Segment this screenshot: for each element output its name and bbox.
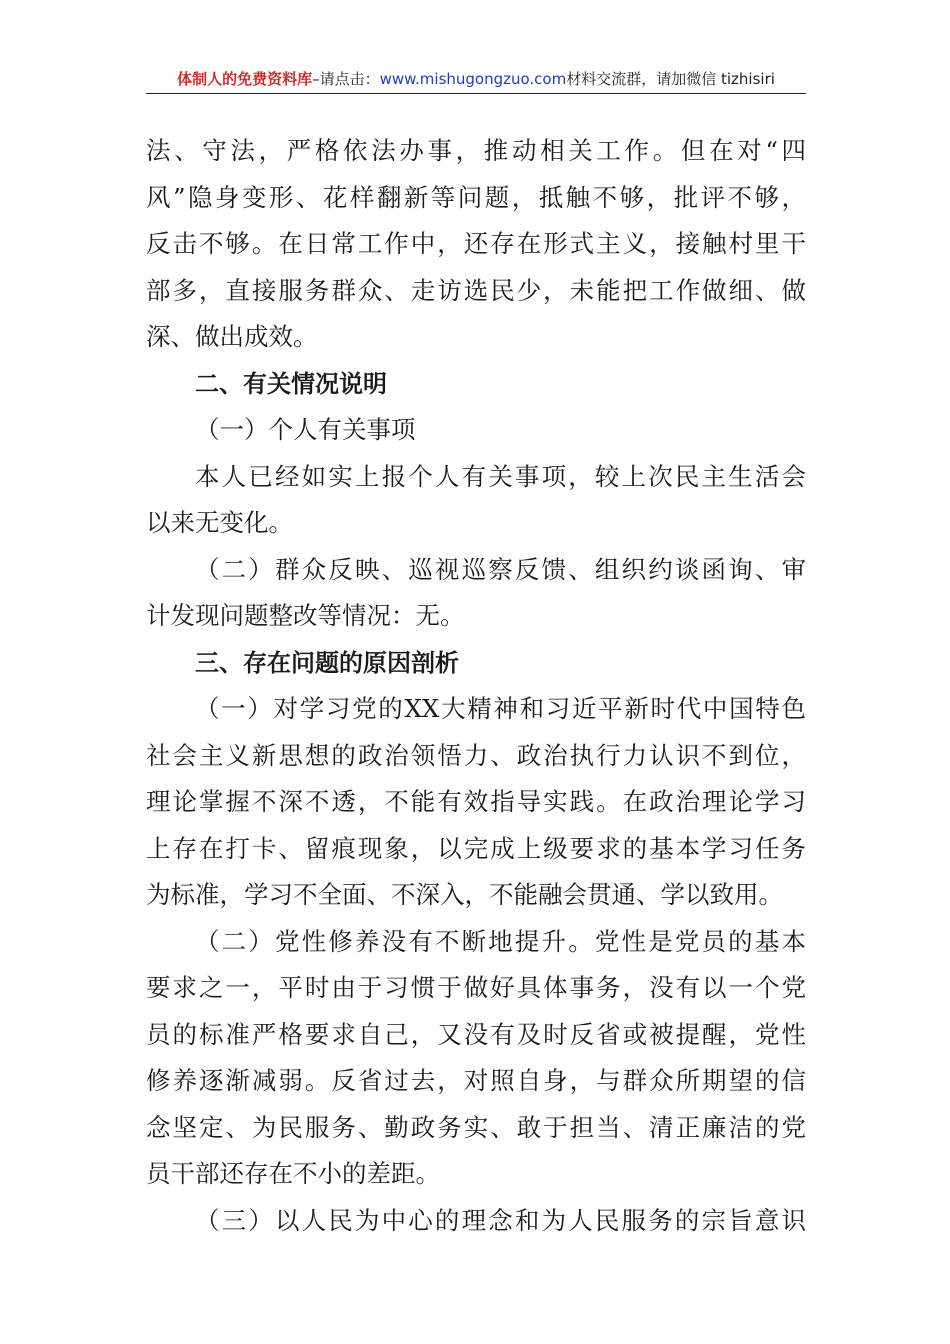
text-line: 风”隐身变形、花样翻新等问题，抵触不够，批评不够， [146,182,806,212]
text-line: 法、守法，严格依法办事，推动相关工作。但在对“四 [146,136,806,165]
page-header [146,66,806,92]
text-line: 员干部还存在不小的差距。 [146,1159,440,1188]
text-line: 反击不够。在日常工作中，还存在形式主义，接触村里干 [146,229,806,258]
header-brand: 体制人的免费资料库 [177,70,313,88]
text-line: 修养逐渐减弱。反省过去，对照自身，与群众所期望的信 [146,1066,806,1095]
subsection-title: （一）个人有关事项 [195,415,416,444]
header-divider [146,93,806,94]
text-line: （二）党性修养没有不断地提升。党性是党员的基本 [195,926,806,956]
text-line: （一）对学习党的XX大精神和习近平新时代中国特色 [195,694,806,723]
text-line: 念坚定、为民服务、勤政务实、敢于担当、清正廉洁的党 [146,1112,806,1142]
text-line: 要求之一，平时由于习惯于做好具体事务，没有以一个党 [146,973,806,1002]
text-line: 计发现问题整改等情况：无。 [146,601,465,630]
header-url-link[interactable]: www.mishugongzuo.com [379,70,567,88]
text-line: 理论掌握不深不透，不能有效指导实践。在政治理论学习 [146,787,806,816]
text-line: 为标准，学习不全面、不深入，不能融会贯通、学以致用。 [146,880,783,909]
text-line: 以来无变化。 [146,508,293,537]
text-line: 上存在打卡、留痕现象，以完成上级要求的基本学习任务 [146,833,806,863]
text-line: 本人已经如实上报个人有关事项，较上次民主生活会 [195,461,806,491]
text-line: （三）以人民为中心的理念和为人民服务的宗旨意识 [195,1205,806,1235]
section-heading: 二、有关情况说明 [195,369,387,398]
section-heading: 三、存在问题的原因剖析 [195,648,459,677]
document-body [146,128,806,1244]
text-line: 部多，直接服务群众、走访选民少，未能把工作做细、做 [146,275,806,305]
text-line: 深、做出成效。 [146,322,318,351]
text-line: （二）群众反映、巡视巡察反馈、组织约谈函询、审 [195,554,806,584]
text-line: 社会主义新思想的政治领悟力、政治执行力认识不到位， [146,740,806,770]
header-contact: 材料交流群，请加微信 tizhisiri [566,70,775,88]
text-line: 员的标准严格要求自己，又没有及时反省或被提醒，党性 [146,1019,806,1049]
header-prompt: –请点击： [312,70,380,88]
